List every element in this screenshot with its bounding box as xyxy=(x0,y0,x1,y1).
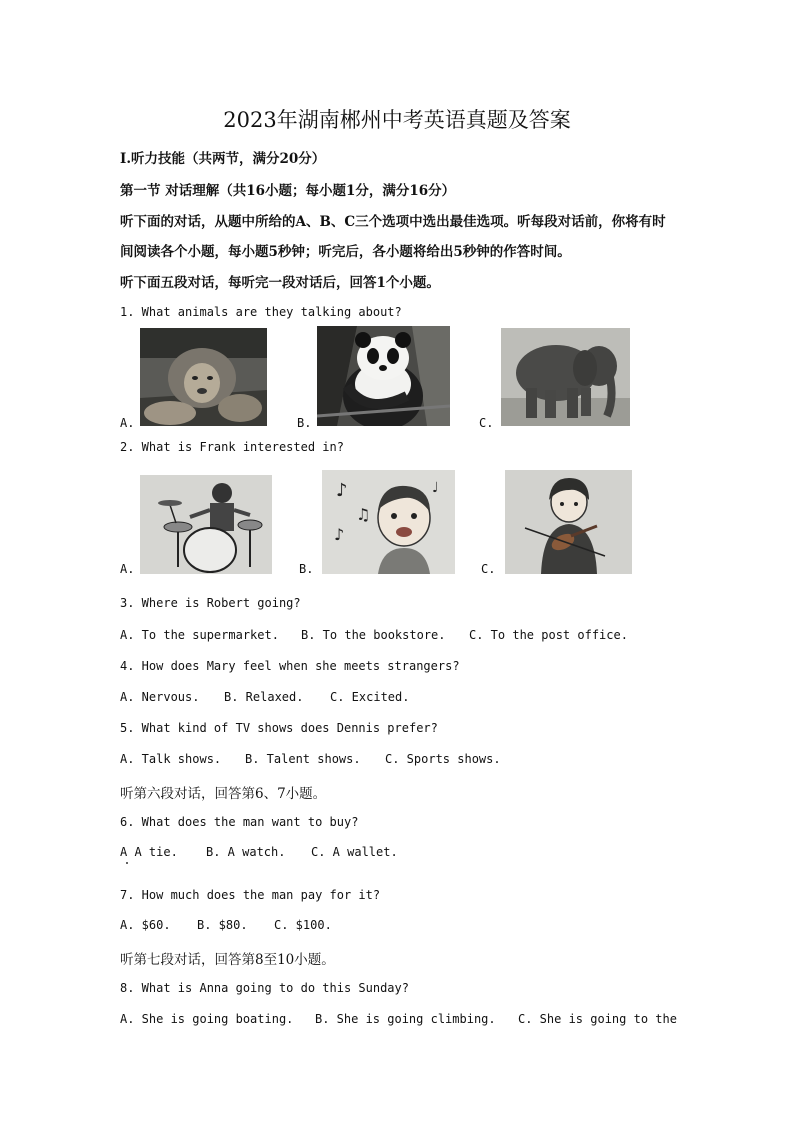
note-dialogue-7: 听第七段对话，回答第8至10小题。 xyxy=(120,952,335,968)
elephant-photo xyxy=(501,328,630,426)
singing-boy-illustration xyxy=(322,470,455,574)
q4-option-b: B. Relaxed. xyxy=(224,690,304,704)
q4-option-a: A. Nervous. xyxy=(120,690,200,704)
question-7: 7. How much does the man pay for it? xyxy=(120,888,381,902)
svg-text:♩: ♩ xyxy=(432,480,439,496)
q2-label-a: A. xyxy=(120,562,135,576)
q6-option-b: B. A watch. xyxy=(206,845,286,859)
q8-option-a: A. She is going boating. xyxy=(120,1012,294,1026)
page-title: 2023年湖南郴州中考英语真题及答案 xyxy=(223,108,571,132)
stray-dot xyxy=(126,862,128,864)
question-4: 4. How does Mary feel when she meets strangers? xyxy=(120,659,460,673)
q1-label-c: C. xyxy=(479,416,494,430)
svg-text:♪: ♪ xyxy=(336,480,348,501)
q5-option-b: B. Talent shows. xyxy=(245,752,361,766)
question-2: 2. What is Frank interested in? xyxy=(120,440,344,454)
instruction-line-2: 间阅读各个小题，每小题5秒钟；听完后，各小题将给出5秒钟的作答时间。 xyxy=(120,244,571,260)
q2-label-c: C. xyxy=(481,562,496,576)
q3-option-b: B. To the bookstore. xyxy=(301,628,446,642)
section1-heading: 第一节 对话理解（共16小题；每小题1分，满分16分） xyxy=(120,183,456,199)
drummer-illustration xyxy=(140,475,272,574)
part1-heading: Ⅰ.听力技能（共两节，满分20分） xyxy=(120,151,326,167)
q8-option-b: B. She is going climbing. xyxy=(315,1012,496,1026)
question-1: 1. What animals are they talking about? xyxy=(120,305,402,319)
question-8: 8. What is Anna going to do this Sunday? xyxy=(120,981,409,995)
svg-text:♪: ♪ xyxy=(334,525,345,544)
q6-option-a: A A tie. xyxy=(120,845,178,859)
question-5: 5. What kind of TV shows does Dennis prefer? xyxy=(120,721,438,735)
q6-option-c: C. A wallet. xyxy=(311,845,398,859)
q3-option-a: A. To the supermarket. xyxy=(120,628,279,642)
q3-option-c: C. To the post office. xyxy=(469,628,628,642)
q5-option-a: A. Talk shows. xyxy=(120,752,222,766)
q1-label-a: A. xyxy=(120,416,135,430)
violin-boy-illustration xyxy=(505,470,632,574)
q8-option-c: C. She is going to the xyxy=(518,1012,677,1026)
q4-option-c: C. Excited. xyxy=(330,690,410,704)
lion-photo xyxy=(140,328,267,426)
instruction-line-1: 听下面的对话，从题中所给的A、B、C三个选项中选出最佳选项。听每段对话前，你将有时 xyxy=(120,214,666,230)
q7-option-c: C. $100. xyxy=(274,918,332,932)
instruction-line-3: 听下面五段对话，每听完一段对话后，回答1个小题。 xyxy=(120,275,440,291)
question-3: 3. Where is Robert going? xyxy=(120,596,301,610)
q5-option-c: C. Sports shows. xyxy=(385,752,501,766)
q7-option-a: A. $60. xyxy=(120,918,171,932)
q2-label-b: B. xyxy=(299,562,314,576)
panda-photo xyxy=(317,326,450,426)
svg-text:♫: ♫ xyxy=(356,505,371,524)
q7-option-b: B. $80. xyxy=(197,918,248,932)
q1-label-b: B. xyxy=(297,416,312,430)
note-dialogue-6: 听第六段对话，回答第6、7小题。 xyxy=(120,786,327,802)
question-6: 6. What does the man want to buy? xyxy=(120,815,359,829)
